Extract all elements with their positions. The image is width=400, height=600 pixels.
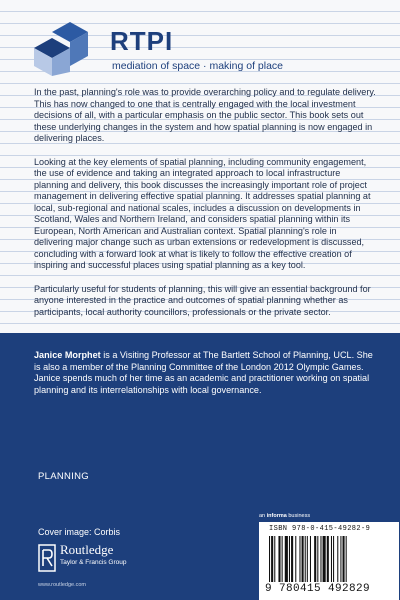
- barcode-bar: [320, 536, 321, 582]
- barcode-bar: [271, 536, 273, 582]
- rtpi-logo: [30, 14, 360, 84]
- barcode-bars: [269, 536, 389, 582]
- barcode-bar: [323, 536, 326, 582]
- publisher-name: Routledge: [60, 542, 114, 557]
- informa-tag: [259, 513, 310, 519]
- description-paragraph: In the past, planning's role was to provide overarching policy and to regulate delivery. This has now changed to one that is centrally engaged with the local investment decisions of all, with a particular emphasis on the public sector. This book sets out these underlying changes in the system and how spatial planning is now engaged in delivering places.: [34, 87, 376, 143]
- rtpi-tagline: mediation of space · making of place: [112, 60, 284, 72]
- barcode-bar: [295, 536, 296, 582]
- barcode-bar: [327, 536, 329, 582]
- barcode-bar: [305, 536, 306, 582]
- barcode-block: [259, 513, 399, 600]
- author-name: Janice Morphet: [34, 350, 101, 360]
- cover-image-credit: Cover image: Corbis: [38, 527, 121, 537]
- barcode-bar: [314, 536, 316, 582]
- barcode-panel: [259, 522, 399, 600]
- barcode-bar: [278, 536, 280, 582]
- barcode-bar: [346, 536, 347, 582]
- routledge-mark-icon: [38, 544, 56, 572]
- barcode-bar: [307, 536, 308, 582]
- barcode-bar: [285, 536, 288, 582]
- isbn-number: 9 780415 492829: [265, 583, 371, 595]
- isbn-label: ISBN 978-0-415-49282-9: [269, 525, 371, 533]
- rtpi-logo-mark-icon: [30, 18, 104, 76]
- barcode-bar: [310, 536, 311, 582]
- barcode-bar: [333, 536, 334, 582]
- barcode-bar: [331, 536, 332, 582]
- description-paragraph: Looking at the key elements of spatial planning, including community engagement, the use of evidence and taking an integrated approach to local infrastructure planning and delivery, this book discusses the increasingly important role of project management in delivering effective spatial planning. It addresses spatial planning at local, sub-regional and national scales, includes a discussion on developments in Scotland, Wales and Northern Ireland, and considers spatial planning within its European, North American and Australian context. Spatial planning's role in delivering major change such as urban extensions or redevelopment is discussed, concluding with a forward look at what is likely to follow the effective creation of inspiring and successful places using spatial planning as a key tool.: [34, 156, 371, 270]
- barcode-bar: [269, 536, 270, 582]
- publisher-url: www.routledge.com: [38, 582, 86, 588]
- author-bio: [34, 350, 376, 396]
- informa-suffix: business: [286, 513, 311, 519]
- author-bio-text: is a Visiting Professor at The Bartlett School of Planning, UCL. She is also a member of the Planning Committee of the London 2012 Olympic Games. Janice spends much of her time as an academic and practitioner working on spatial planning and its interrelationships with local governance.: [34, 350, 373, 395]
- barcode-bar: [337, 536, 338, 582]
- informa-brand: informa: [266, 513, 287, 519]
- barcode-bar: [317, 536, 318, 582]
- barcode-bar: [282, 536, 283, 582]
- publisher-logo: [38, 542, 178, 596]
- barcode-bar: [343, 536, 345, 582]
- barcode-bar: [289, 536, 290, 582]
- rtpi-wordmark: RTPI: [110, 26, 174, 56]
- barcode-bar: [299, 536, 300, 582]
- description-paragraph: Particularly useful for students of planning, this will give an essential background for anyone interested in the practice and outcomes of spatial planning whether as participants, local authority councillors, professionals or the private sector.: [34, 283, 371, 317]
- subject-category: PLANNING: [38, 471, 89, 482]
- book-description: [34, 87, 376, 330]
- publisher-subtitle: Taylor & Francis Group: [60, 559, 127, 566]
- barcode-bar: [302, 536, 304, 582]
- informa-prefix: an: [259, 513, 267, 519]
- barcode-bar: [274, 536, 275, 582]
- barcode-bar: [291, 536, 293, 582]
- barcode-bar: [340, 536, 341, 582]
